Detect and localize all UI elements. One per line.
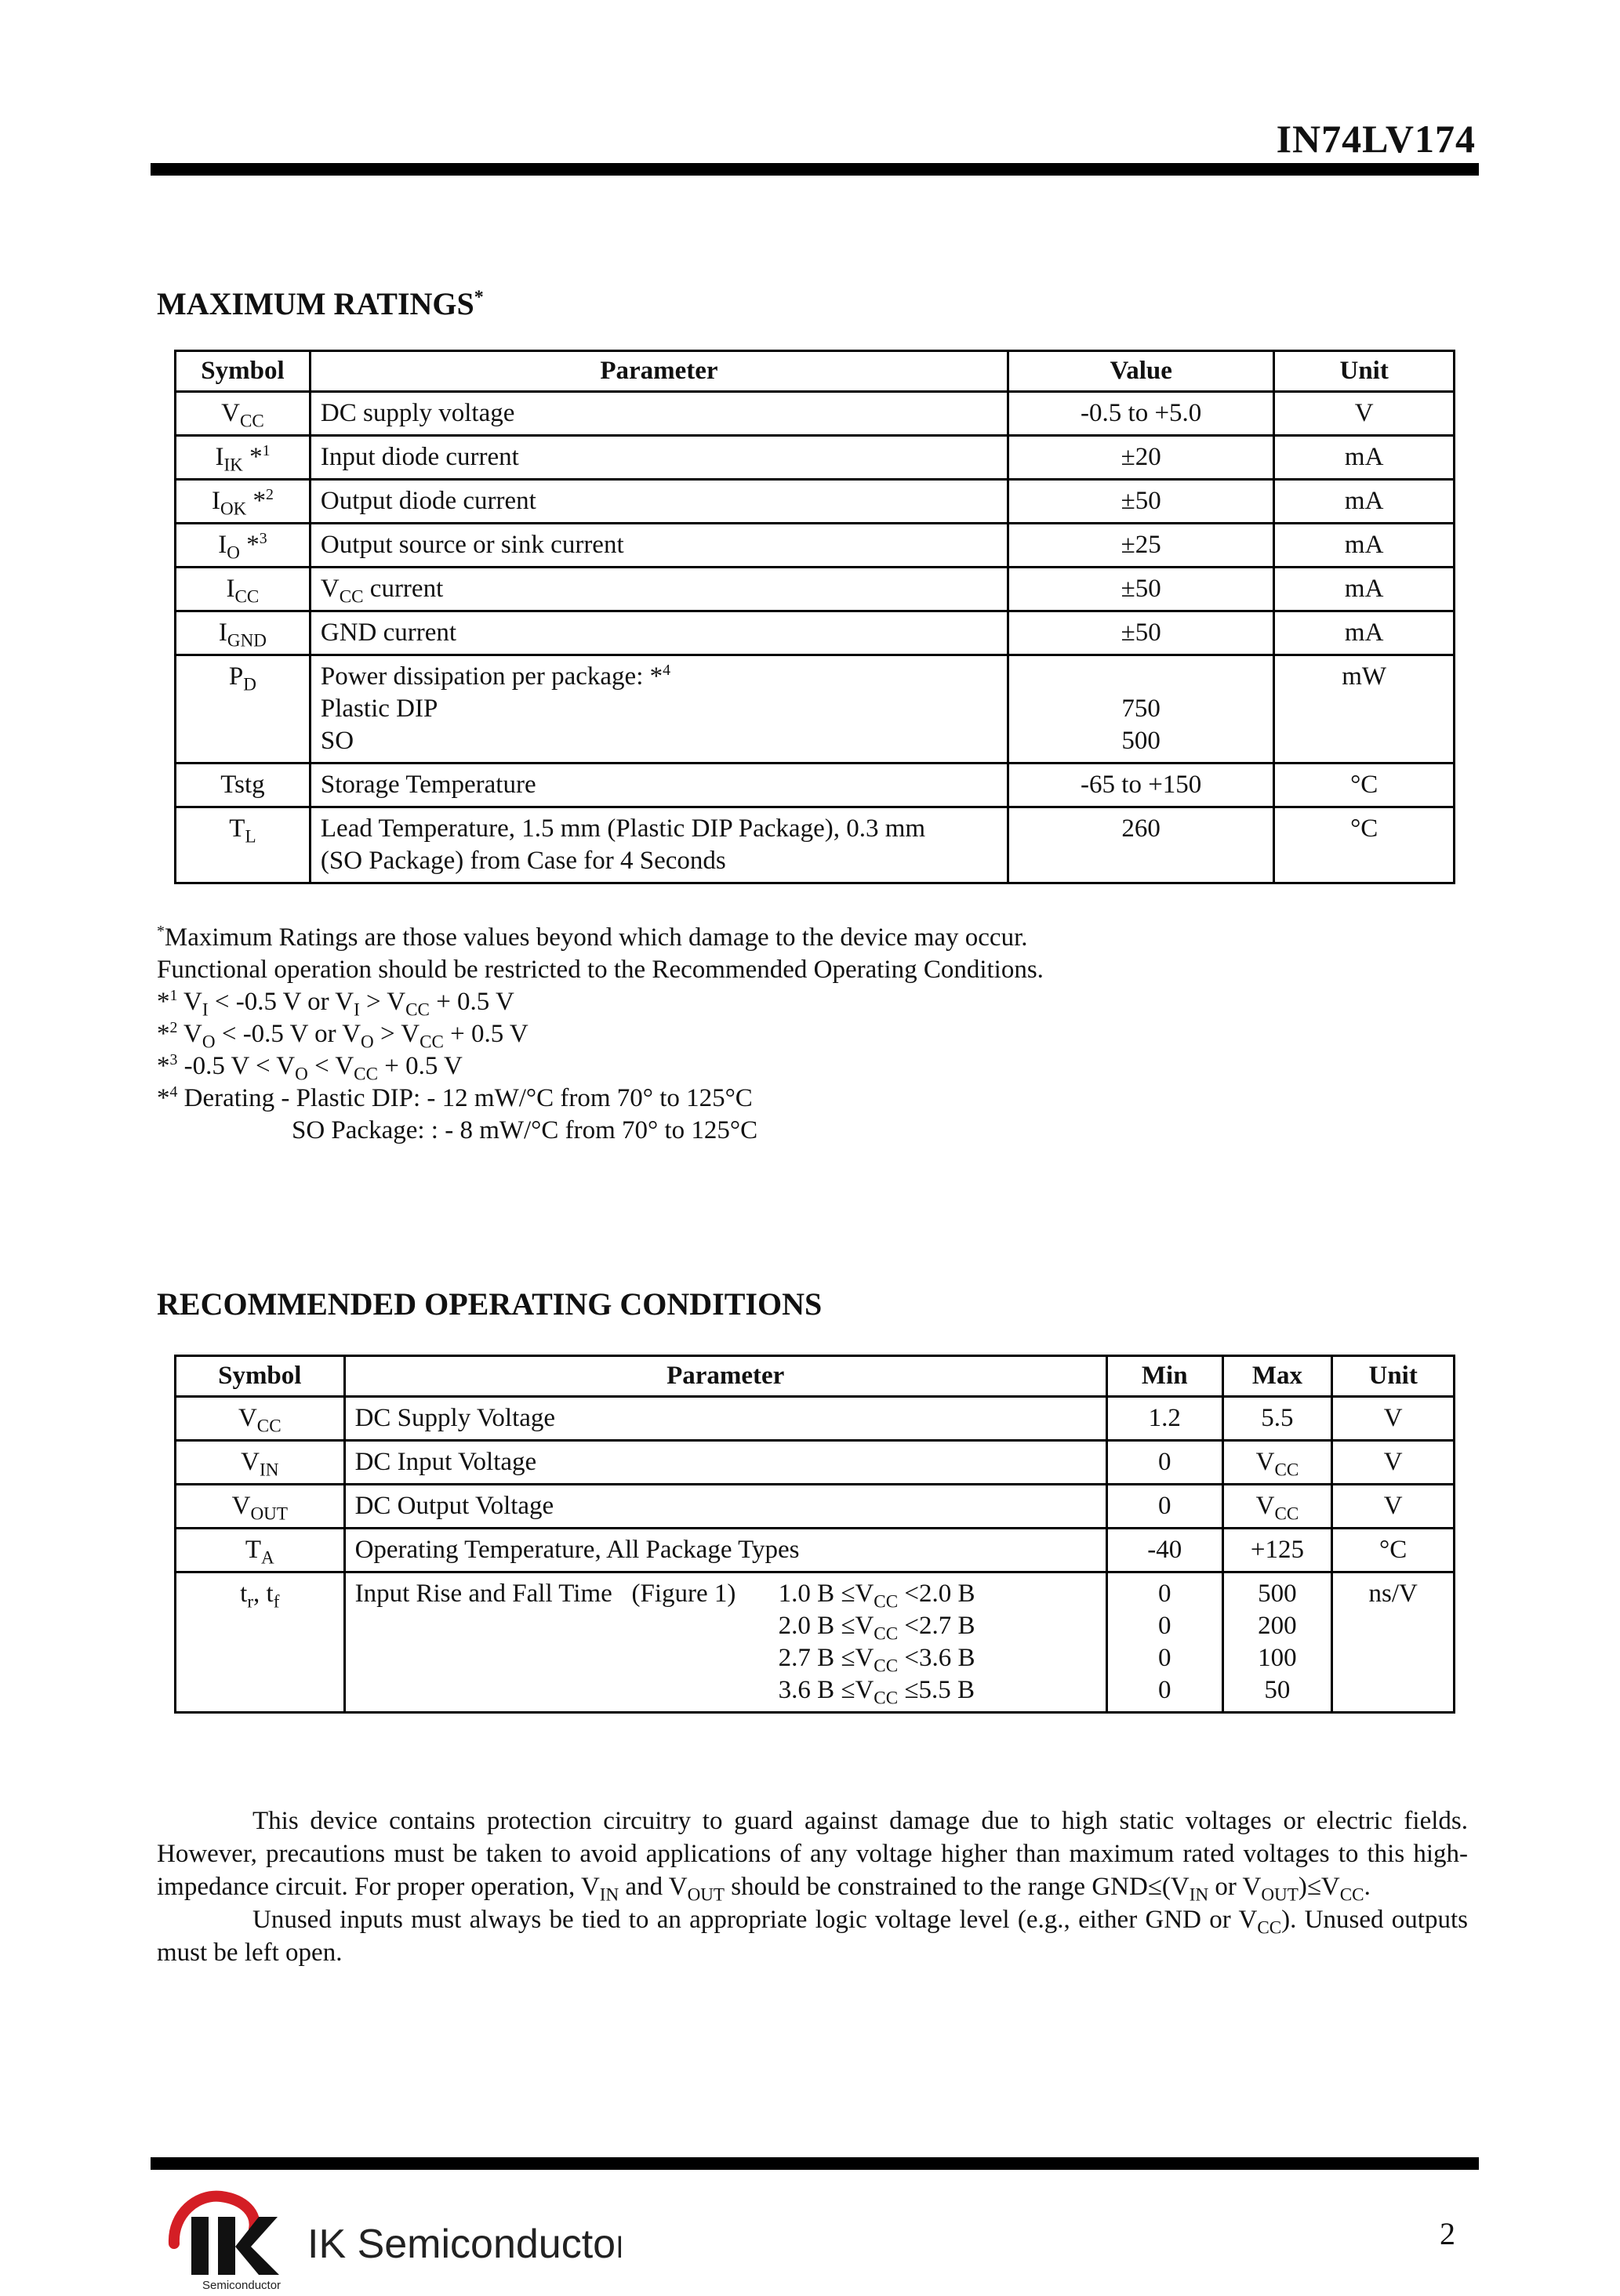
header-rule	[151, 163, 1479, 176]
symbol-cell: $t_r$, $t_f$	[176, 1572, 345, 1713]
footer-rule	[151, 2157, 1479, 2170]
table-row	[176, 1397, 1455, 1441]
parameter-cell: DC Input Voltage	[344, 1441, 1106, 1485]
parameter-cell: Input diode current	[310, 436, 1008, 480]
unit-cell: V	[1274, 392, 1455, 436]
value-cell: ±50	[1008, 611, 1274, 655]
column-header: Parameter	[310, 351, 1008, 392]
condition-line: 3.6 $B \le V_{CC} \le 5.5$ B	[778, 1676, 975, 1708]
value-cell: ±50	[1008, 480, 1274, 524]
condition-line: 1.0 $B \le V_{CC} <2.0$ B	[778, 1580, 975, 1612]
parameter-cell: DC Output Voltage	[344, 1485, 1106, 1529]
min-cell: 1.2	[1106, 1397, 1222, 1441]
parameter-cell: DC supply voltage	[310, 392, 1008, 436]
value-cell: -65 to +150	[1008, 764, 1274, 807]
symbol-cell: $V_{IN}$	[176, 1441, 345, 1485]
table-row	[176, 392, 1455, 436]
recommended-operating-conditions-title: RECOMMENDED OPERATING CONDITIONS	[157, 1286, 823, 1322]
min-cell: 0 0 0 0	[1106, 1572, 1222, 1713]
condition-line: 2.7 $B \le V_{CC} <3.6$ B	[778, 1644, 975, 1676]
value-cell: 750 500	[1008, 655, 1274, 764]
unused-inputs-paragraph: Unused inputs must always be tied to an appropriate logic voltage level (e.g., either GND or $V_{CC}$). Unused outputs must be left open.	[157, 1906, 1468, 1967]
maximum-ratings-table	[174, 350, 1455, 884]
unit-cell: V	[1332, 1485, 1455, 1529]
min-cell: 0	[1106, 1441, 1222, 1485]
table-row	[176, 436, 1455, 480]
condition-line: 2.0 $B \le V_{CC} <2.7$ B	[778, 1612, 975, 1644]
table-row	[176, 480, 1455, 524]
footnote-4-so: SO Package: : - 8 mW/°C from 70° to 125°C	[292, 1116, 758, 1144]
maximum-ratings-title: MAXIMUM RATINGS*	[157, 286, 484, 321]
table-row	[176, 1485, 1455, 1529]
note-line: *Maximum Ratings are those values beyond which damage to the device may occur.	[157, 923, 1028, 952]
table-row	[176, 524, 1455, 568]
parameter-cell: Operating Temperature, All Package Types	[344, 1529, 1106, 1572]
page-number: 2	[1440, 2216, 1455, 2251]
column-header: Value	[1008, 351, 1274, 392]
max-cell: $V_{CC}$	[1222, 1485, 1332, 1529]
symbol-cell: $T_A$	[176, 1529, 345, 1572]
symbol-cell: $I_{GND}$	[176, 611, 311, 655]
protection-paragraphs	[157, 1805, 1468, 1969]
column-header: Unit	[1332, 1356, 1455, 1397]
value-cell: ±20	[1008, 436, 1274, 480]
unit-cell: ns/V	[1332, 1572, 1455, 1713]
footnote-4: *$^4$ Derating - Plastic DIP: - 12 mW/°C from 70° to 125°C	[157, 1083, 753, 1112]
parameter-cell: Lead Temperature, 1.5 mm (Plastic DIP Package), 0.3 mm (SO Package) from Case for 4 Seconds	[310, 807, 1008, 883]
symbol-cell: $I_{OK}$ *$^2$	[176, 480, 311, 524]
unit-cell: mA	[1274, 436, 1455, 480]
parameter-cell: DC Supply Voltage	[344, 1397, 1106, 1441]
table-row	[176, 1572, 1455, 1713]
symbol-cell: $I_{IK}$ *$^1$	[176, 436, 311, 480]
part-number: IN74LV174	[1276, 117, 1476, 161]
symbol-cell: $I_{CC}$	[176, 568, 311, 611]
maximum-ratings-notes	[157, 922, 1044, 1147]
column-header: Symbol	[176, 351, 311, 392]
table-row	[176, 764, 1455, 807]
unit-cell: mW	[1274, 655, 1455, 764]
table-header-row	[176, 1356, 1455, 1397]
unit-cell: mA	[1274, 524, 1455, 568]
max-cell: +125	[1222, 1529, 1332, 1572]
logo-text: IK Semiconductor	[307, 2222, 621, 2267]
column-header: Parameter	[344, 1356, 1106, 1397]
column-header: Unit	[1274, 351, 1455, 392]
recommended-operating-conditions-table	[174, 1355, 1455, 1714]
symbol-cell: $V_{CC}$	[176, 392, 311, 436]
symbol-cell: $I_O$ *$^3$	[176, 524, 311, 568]
unit-cell: mA	[1274, 568, 1455, 611]
symbol-cell: $V_{CC}$	[176, 1397, 345, 1441]
unit-cell: V	[1332, 1397, 1455, 1441]
unit-cell: mA	[1274, 480, 1455, 524]
unit-cell: °C	[1274, 807, 1455, 883]
ik-semiconductor-logo	[166, 2182, 621, 2292]
parameter-cell: Output source or sink current	[310, 524, 1008, 568]
symbol-cell: $P_D$	[176, 655, 311, 764]
footnote-3: *$^3$ -0.5 $V < V_O < V_{CC} + 0.5$ V	[157, 1051, 463, 1084]
table-header-row	[176, 351, 1455, 392]
unit-cell: °C	[1274, 764, 1455, 807]
max-cell: 500 200 100 50	[1222, 1572, 1332, 1713]
footnote-1: *$^1$ $V_I < -0.5$ V or $V_I > V_{CC} + 0.5$ V	[157, 987, 514, 1020]
logo-small-text: Semiconductor	[202, 2279, 282, 2292]
parameter-cell: $V_{CC}$ current	[310, 568, 1008, 611]
max-cell: $V_{CC}$	[1222, 1441, 1332, 1485]
value-cell: -0.5 to +5.0	[1008, 392, 1274, 436]
column-header: Max	[1222, 1356, 1332, 1397]
min-cell: -40	[1106, 1529, 1222, 1572]
symbol-cell: Tstg	[176, 764, 311, 807]
note-line: Functional operation should be restricted to the Recommended Operating Conditions.	[157, 956, 1044, 984]
unit-cell: mA	[1274, 611, 1455, 655]
value-cell: ±50	[1008, 568, 1274, 611]
table-row	[176, 1441, 1455, 1485]
table-row	[176, 655, 1455, 764]
ik-logo-mark-icon	[166, 2182, 621, 2292]
table-row	[176, 611, 1455, 655]
unit-cell: °C	[1332, 1529, 1455, 1572]
min-cell: 0	[1106, 1485, 1222, 1529]
table-row	[176, 1529, 1455, 1572]
value-cell: ±25	[1008, 524, 1274, 568]
symbol-cell: $V_{OUT}$	[176, 1485, 345, 1529]
value-cell: 260	[1008, 807, 1274, 883]
parameter-cell: Input Rise and Fall Time (Figure 1) 1.0 $B \le V_{CC} <2.0$ B 2.0 $B \le V_{CC} <2.7$ B 2.7 $B \le V_{CC} <3.6$ B 3.6 $B \le V_{CC} \le 5.5$ B	[344, 1572, 1106, 1713]
parameter-cell: Power dissipation per package: *$^4$ Plastic DIP SO	[310, 655, 1008, 764]
table-row	[176, 568, 1455, 611]
parameter-cell: Storage Temperature	[310, 764, 1008, 807]
max-cell: 5.5	[1222, 1397, 1332, 1441]
column-header: Min	[1106, 1356, 1222, 1397]
unit-cell: V	[1332, 1441, 1455, 1485]
parameter-cell: GND current	[310, 611, 1008, 655]
parameter-cell: Output diode current	[310, 480, 1008, 524]
symbol-cell: $T_L$	[176, 807, 311, 883]
column-header: Symbol	[176, 1356, 345, 1397]
protection-paragraph: This device contains protection circuitry to guard against damage due to high static voltages or electric fields. However, precautions must be taken to avoid applications of any voltage higher than maximum rated voltages to this high-impedance circuit. For proper operation, $V_{IN}$ and $V_{OUT}$ should be constrained to the range $GND\le(V_{IN}$ or $V_{OUT})\le V_{CC}$.	[157, 1807, 1468, 1905]
table-row	[176, 807, 1455, 883]
footnote-2: *$^2$ $V_O < -0.5$ V or $V_O > V_{CC} + 0.5$ V	[157, 1019, 528, 1052]
